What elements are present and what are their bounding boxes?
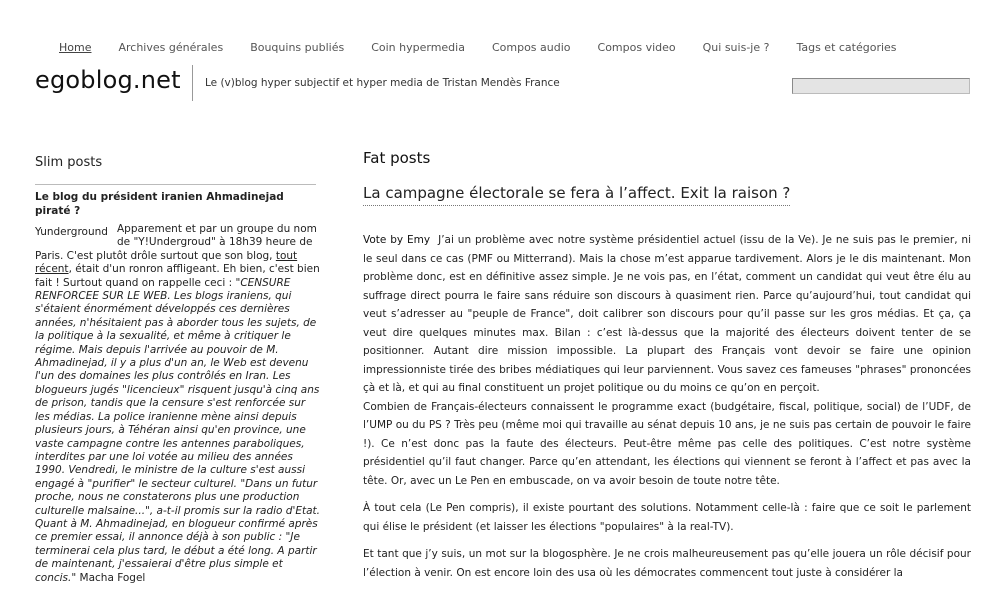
nav-hypermedia[interactable]: Coin hypermedia — [371, 41, 465, 54]
fat-paragraph-1: J’ai un problème avec notre système présidentiel actuel (issu de la Ve). Je ne suis pas le premier, ni le seul dans ce cas (PMF ou Mitterrand). Mais la chose m’est apparue tardivement. Alors je le dis maintenant. Mon problème donc, est en définitive assez simple. Je ne vois pas, en l’état, comment un candidat qui veut être élu au suffrage direct pourra le faire sans réduire son discours à quasiment rien. Parce qu’aujourd’hui, tout candidat qui veut s’adresser au "peuple de France", doit calibrer son discours pour qu’il passe sur les gros médias. Et ça, ça veut dire quelques minutes max. Bilan : c’est là-dessus que la majorité des électeurs doivent tenter de se positionner. Autant dire mission impossible. La plupart des Français vont devoir se faire une opinion impressionniste tirée des bribes médiatiques qui leur parviennent. Vous savez ces fameuses "phrases" prononcées çà et là, et qui au final constituent un projet politique ou du moins ce qu’on en perçoit. — [363, 234, 971, 394]
slim-posts-heading: Slim posts — [35, 155, 103, 170]
slim-link-recent[interactable]: tout récent — [35, 249, 298, 276]
site-tagline: Le (v)blog hyper subjectif et hyper media de Tristan Mendès France — [205, 77, 560, 89]
fat-paragraph-1b: Combien de Français-électeurs connaissent le programme exact (budgétaire, fiscal, politique, social) de l’UDF, de l’UMP ou du PS ? Très peu (même moi qui travaille au sénat depuis 10 ans, je ne suis pas certain de pouvoir le faire !). Ce n’est donc pas la faute des électeurs. Peut-être même pas celle des politiques. C’est notre système présidentiel qu’il faut changer. Parce qu’en attendant, les élections qui viennent se feront à l’affect et pas avec la tête. Or, avec un Le Pen en embuscade, on va avoir besoin de toute notre tête. — [363, 400, 971, 487]
nav-about[interactable]: Qui suis-je ? — [702, 41, 770, 54]
fat-posts-heading: Fat posts — [363, 149, 431, 167]
fat-post-body — [363, 231, 971, 591]
nav-archives[interactable]: Archives générales — [118, 41, 224, 54]
top-navigation — [59, 41, 924, 57]
slim-quote: CENSURE RENFORCEE SUR LE WEB. Les blogs iraniens, qui s'étaient énormément développés ces dernières années, n'hésitaient pas à aborder tous les sujets, de la politique à la sexualité, et même à critiquer le régime. Mais depuis l'arrivée au pouvoir de M. Ahmadinejad, il y a plus d'un an, le Web est devenu l'un des domaines les plus contrôlés en Iran. Les blogueurs jugés "licencieux" risquent jusqu'à cinq ans de prison, tandis que la censure s'est renforcée sur les médias. La police iranienne mène ainsi depuis plusieurs jours, à Téhéran ainsi qu'en province, une vaste campagne contre les antennes paraboliques, interdites par une loi votée au milieu des années 1990. Vendredi, le ministre de la culture s'est aussi engagé à "purifier" le secteur culturel. "Dans un futur proche, nous ne constaterons plus une production culturelle malsaine...", a-t-il promis sur la radio d'Etat. Quant à M. Ahmadinejad, en blogueur confirmé après ce premier essai, il annonce déjà à son public : "Je terminerai cela plus tard, le début a été long. A partir de maintenant, j'essaierai d'être plus simple et concis." — [35, 276, 320, 584]
slim-post-title-link[interactable]: Le blog du président iranien Ahmadinejad piraté ? — [35, 191, 284, 217]
slim-post-body — [35, 223, 320, 585]
nav-video[interactable]: Compos video — [597, 41, 676, 54]
nav-audio[interactable]: Compos audio — [491, 41, 571, 54]
slim-text-1: Apparement et par un groupe du nom de "Y!Undergroud" à 18h39 heure de Paris. C'est plutôt drôle surtout que son blog, — [35, 223, 317, 262]
nav-bouquins[interactable]: Bouquins publiés — [250, 41, 345, 54]
fat-post-title-link[interactable]: La campagne électorale se fera à l’affect. Exit la raison ? — [363, 184, 790, 206]
fat-paragraph-3: Et tant que j’y suis, un mot sur la blogosphère. Je ne crois malheureusement pas qu’elle jouera un rôle décisif pour l’élection à venir. On est encore loin des usa où les démocrates commencent tout juste à considérer la — [363, 548, 971, 579]
fat-paragraph — [363, 231, 971, 490]
slim-post-author: Yunderground — [35, 226, 108, 238]
slim-divider — [35, 184, 316, 185]
fat-paragraph-2: À tout cela (Le Pen compris), il existe pourtant des solutions. Notamment celle-là : faire que ce soit le parlement qui élise le président (et laisser les élections "populaires" à la real-TV). — [363, 502, 971, 533]
header-divider — [192, 65, 193, 101]
site-logo-link[interactable]: egoblog.net — [35, 66, 181, 94]
slim-text-4: Macha Fogel — [76, 571, 146, 584]
nav-tags[interactable]: Tags et catégories — [796, 41, 897, 54]
nav-home[interactable]: Home — [59, 41, 92, 54]
vote-by-label: Vote by Emy — [363, 234, 431, 246]
search-input[interactable] — [792, 78, 970, 94]
slim-text-2: , était d'un ronron affligeant. Eh bien, c'est bien fait ! Surtout quand on rappelle ceci : " — [35, 263, 320, 289]
